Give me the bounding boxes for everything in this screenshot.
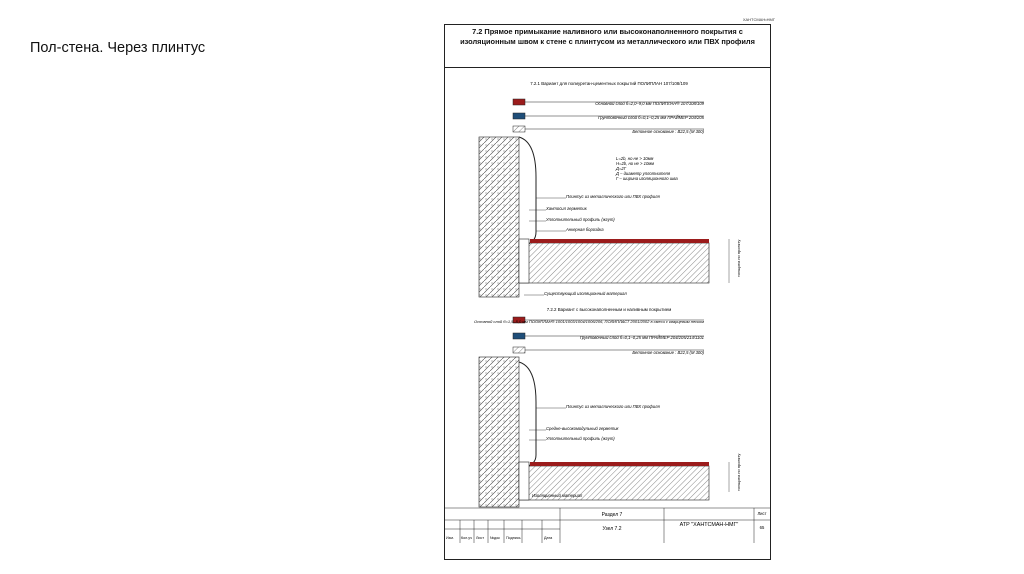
- stamp-col-4: №док: [490, 536, 500, 540]
- legend1-item-3: Бетонное основание : В22,5 (М 300): [632, 129, 704, 134]
- plinth-profile-1: [519, 137, 536, 245]
- callout2-2: Средне-высокомодульный герметик: [546, 426, 619, 431]
- stamp-col-2: Кол.уч: [461, 536, 473, 540]
- stamp-sheet-no: 65: [759, 525, 765, 530]
- plinth-profile-2: [519, 362, 536, 467]
- side-note-2: толщина по проекту: [736, 453, 741, 491]
- callout1-5: Существующий изоляционный материал: [544, 291, 627, 296]
- legend1-hatch-swatch: [513, 126, 525, 132]
- callout1-3: Уплотнительный профиль (жгут): [546, 217, 615, 222]
- stamp-sheet-label: Лист: [757, 511, 767, 516]
- side-note-1: толщина по проекту: [736, 239, 741, 277]
- legend1-red-swatch: [513, 99, 525, 105]
- callout1-4: Анкерная бороздка: [566, 227, 604, 232]
- callout2-3: Уплотнительный профиль (жгут): [546, 436, 615, 441]
- callout2-4: Изоляционный материал: [532, 493, 583, 498]
- top-layer-2: [530, 462, 709, 466]
- dim-2: H=2b, но не > 10мм: [616, 161, 655, 166]
- callout2-1: Плинтус из металлического или ПВХ профиля: [566, 404, 660, 409]
- variant2-heading: 7.2.2 Вариант с высоконаполненным и наливным покрытием: [546, 307, 672, 312]
- callout1-2: Хантосил герметик: [546, 206, 587, 211]
- stamp-col-5: Подпись: [506, 536, 521, 540]
- dim-3: Д=2Г: [616, 166, 627, 171]
- joint-2: [519, 462, 529, 500]
- legend1-item-1: Основной слой б=2,0–9,0 мм ПОЛИПЛАН® 107/108/109: [595, 101, 704, 106]
- wall-1: [479, 137, 519, 297]
- legend2-item-2: Грунтовочный слой б=0,1–0,25 мм ПРАЙМЕР 204/205/214/1101: [579, 335, 704, 340]
- legend1-item-2: Грунтовочный слой б=0,1–0,25 мм ПРАЙМЕР 204/205: [598, 115, 704, 120]
- dim-5: Г – ширина изоляционного шва: [616, 176, 678, 181]
- legend2-blue-swatch: [513, 333, 525, 339]
- dim-1: L=2b, но не > 10мм: [616, 156, 654, 161]
- legend2-hatch-swatch: [513, 347, 525, 353]
- legend2-item-1: Основной слой б=1,5–5,0 мм ПОЛИПЛАН® 1001/1003/1004/1006/206, ПОЛИПЛАСТ 2001/2002 в смеси с кварцевым песком: [474, 319, 704, 324]
- variant1-heading: 7.2.1 Вариант для полиуретан-цементных покрытий ПОЛИПЛАН 107/108/109: [530, 81, 688, 86]
- joint-1: [519, 239, 529, 283]
- stamp-company: АТР "ХАНТСМАН-НМГ": [679, 522, 739, 528]
- callout1-1: Плинтус из металлического или ПВХ профиля: [566, 194, 660, 199]
- drawing-svg: [424, 17, 777, 543]
- drawing-sheet: [424, 17, 777, 543]
- top-layer-1: [530, 239, 709, 243]
- stamp-col-3: Лист: [476, 536, 485, 540]
- dim-4: Д – диаметр уплотнителя: [616, 171, 671, 176]
- legend2-item-3: Бетонное основание : В22,5 (М 300): [632, 350, 704, 355]
- slide-title: Пол-стена. Через плинтус: [30, 40, 206, 56]
- stamp-col-1: Изм.: [446, 536, 454, 540]
- stamp-node: Узел 7.2: [602, 526, 622, 532]
- wall-2: [479, 357, 519, 507]
- corner-tag: ХАНТСМАН•НМГ: [742, 17, 775, 22]
- concrete-base-1: [519, 243, 709, 283]
- stamp-col-6: Дата: [544, 536, 553, 540]
- sheet-title: 7.2 Прямое примыкание наливного или высоконаполненного покрытия с изоляционным швом к стене с плинтусом из металлического или ПВХ профиля: [444, 24, 771, 68]
- stamp-section: Раздел 7: [601, 512, 623, 518]
- legend1-blue-swatch: [513, 113, 525, 119]
